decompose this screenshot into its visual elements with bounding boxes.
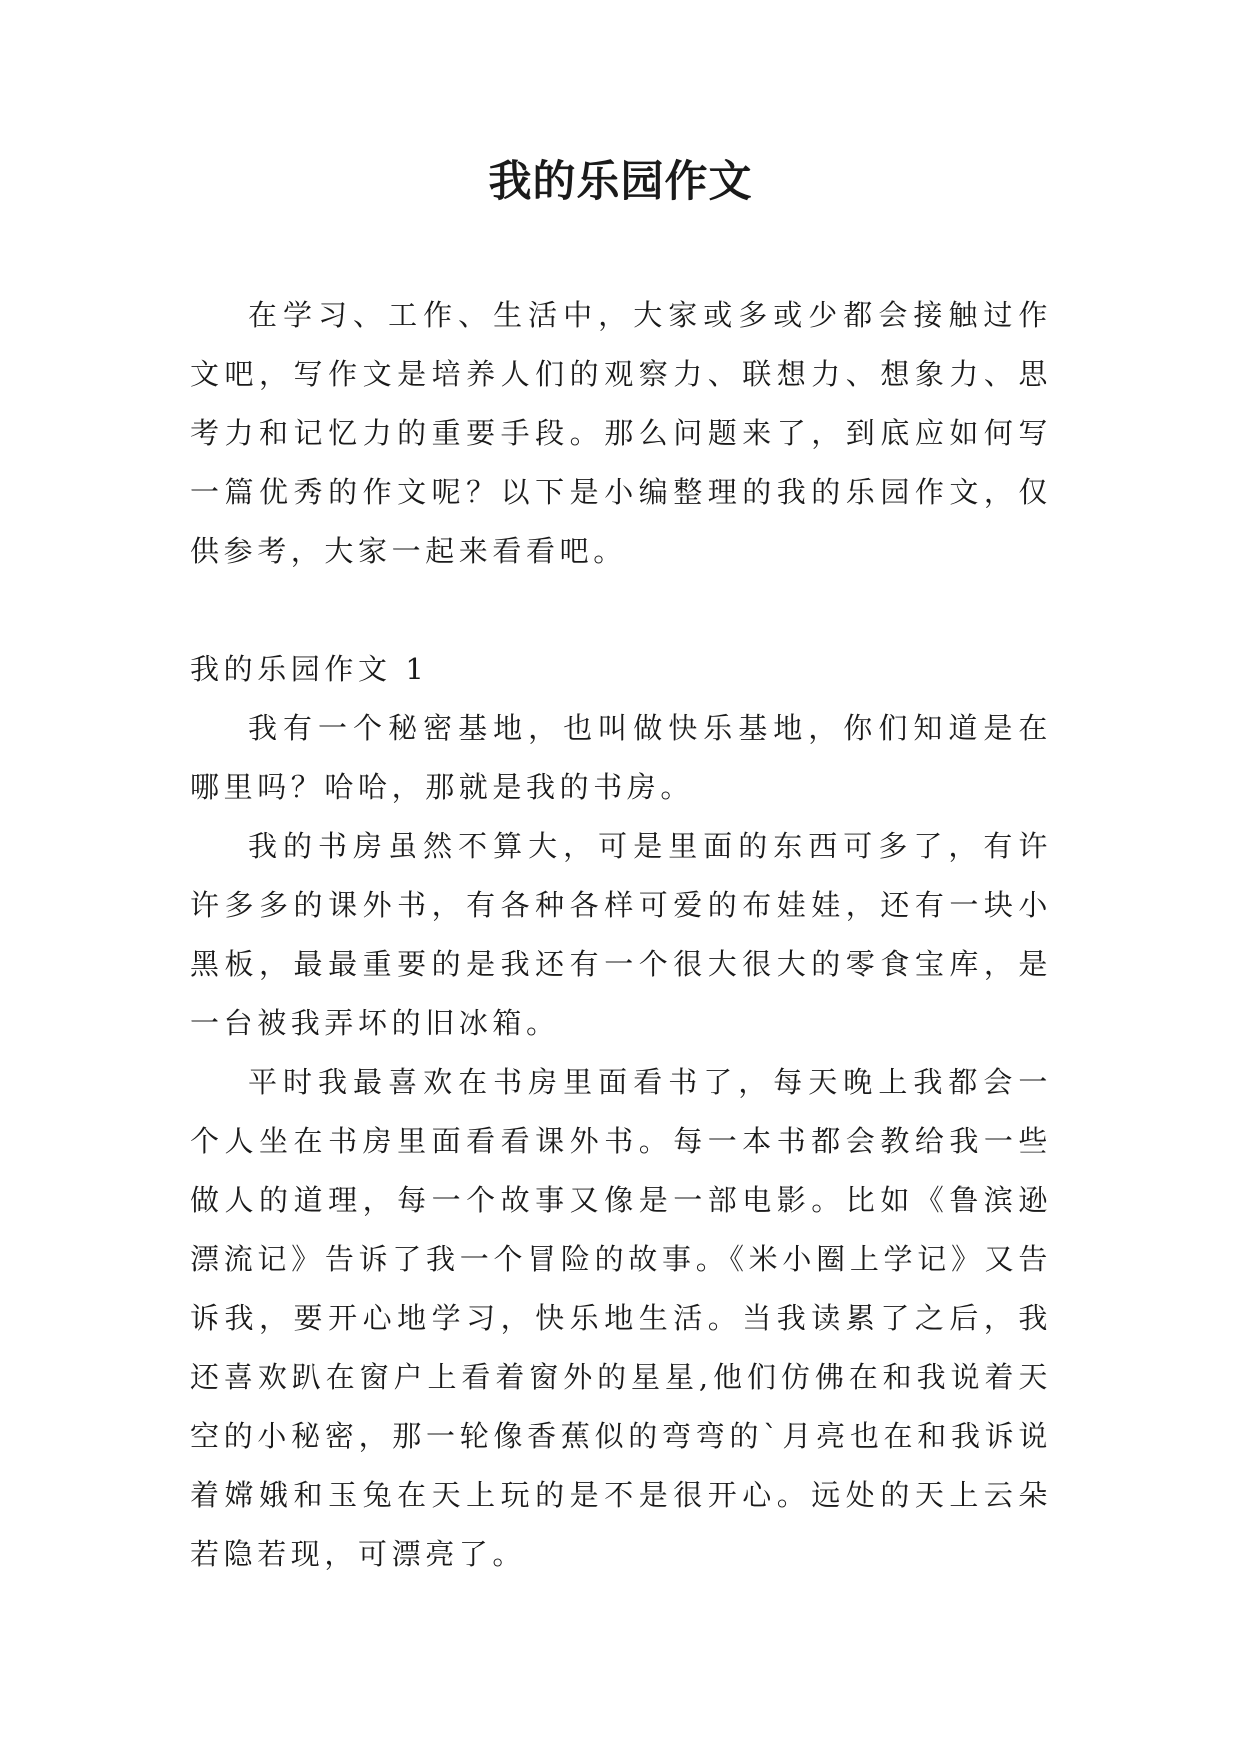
body-paragraph: 我有一个秘密基地，也叫做快乐基地，你们知道是在哪里吗？哈哈，那就是我的书房。 [190,711,1052,804]
document-title: 我的乐园作文 [488,157,753,207]
body-paragraph: 平时我最喜欢在书房里面看书了，每天晚上我都会一个人坐在书房里面看看课外书。每一本书都会教给我一些做人的道理，每一个故事又像是一部电影。比如《鲁滨逊漂流记》告诉了我一个冒险的故事。《米小圈上学记》又告诉我，要开心地学习，快乐地生活。当我读累了之后，我还喜欢趴在窗户上看着窗外的星星,他们仿佛在和我说着天空的小秘密，那一轮像香蕉似的弯弯的`月亮也在和我诉说着嫦娥和玉兔在天上玩的是不是很开心。远处的天上云朵若隐若现，可漂亮了。 [190,1065,1052,1571]
body-paragraph: 我的书房虽然不算大，可是里面的东西可多了，有许许多多的课外书，有各种各样可爱的布娃娃，还有一块小黑板，最最重要的是我还有一个很大很大的零食宝库，是一台被我弄坏的旧冰箱。 [190,829,1052,1040]
intro-paragraph: 在学习、工作、生活中，大家或多或少都会接触过作文吧，写作文是培养人们的观察力、联想力、想象力、思考力和记忆力的重要手段。那么问题来了，到底应如何写一篇优秀的作文呢？以下是小编整理的我的乐园作文，仅供参考，大家一起来看看吧。 [190,298,1052,568]
document-body [190,286,1052,1584]
section-heading: 我的乐园作文 1 [190,652,429,686]
